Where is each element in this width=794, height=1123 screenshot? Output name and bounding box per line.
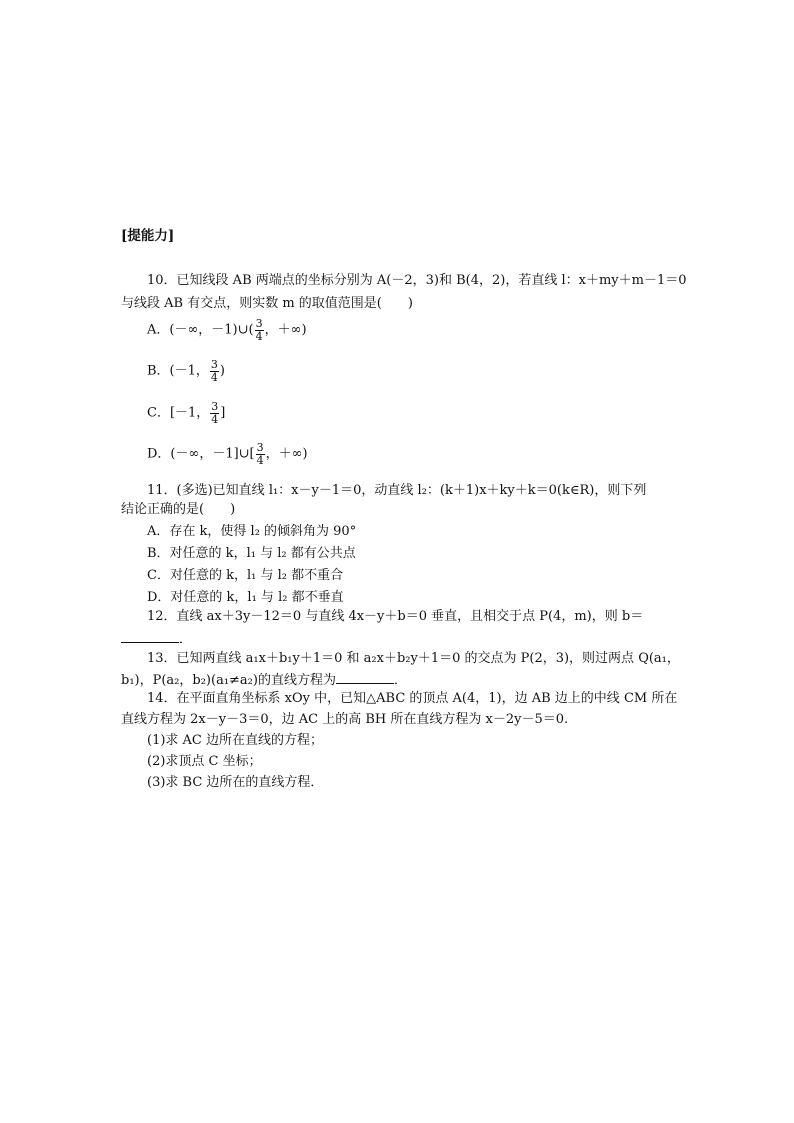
q10-option-d-post: ，＋∞) bbox=[265, 446, 308, 462]
q14-line2: 直线方程为 2x－y－3＝0，边 AC 上的高 BH 所在直线方程为 x－2y－5＝0. bbox=[121, 712, 569, 727]
section-title: [提能力] bbox=[121, 228, 175, 244]
fraction-numerator: 3 bbox=[255, 317, 263, 330]
q10-option-c-post: ] bbox=[220, 405, 226, 421]
fraction-denominator: 4 bbox=[256, 453, 264, 467]
q10-option-d-pre: D．(－∞，－1]∪[ bbox=[147, 446, 255, 462]
q14-line1: 14．在平面直角坐标系 xOy 中，已知△ABC 的顶点 A(4，1)，边 AB 边上的中线 CM 所在 bbox=[147, 691, 678, 706]
q11-option-c: C．对任意的 k，l₁ 与 l₂ 都不重合 bbox=[147, 568, 344, 583]
q13-line2-end: ． bbox=[393, 673, 407, 688]
q10-option-a-pre: A．(－∞，－1)∪( bbox=[147, 322, 254, 338]
fraction-numerator: 3 bbox=[211, 400, 219, 413]
q11-line1: 11．(多选)已知直线 l₁：x－y－1＝0，动直线 l₂：(k＋1)x＋ky＋k＝0(k∈R)，则下列 bbox=[147, 483, 647, 498]
q10-line1: 10．已知线段 AB 两端点的坐标分别为 A(－2，3)和 B(4，2)，若直线 l：x＋my＋m－1＝0 bbox=[147, 273, 687, 288]
q10-option-a-post: ，＋∞) bbox=[264, 322, 307, 338]
q14-part-2: (2)求顶点 C 坐标； bbox=[147, 754, 262, 769]
q10-line2: 与线段 AB 有交点，则实数 m 的取值范围是( ) bbox=[121, 296, 413, 311]
answer-blank bbox=[121, 630, 179, 643]
q12-line2-end: ． bbox=[179, 632, 193, 647]
q13-line2 bbox=[121, 671, 407, 689]
q11-option-a: A．存在 k，使得 l₂ 的倾斜角为 90° bbox=[147, 524, 357, 539]
fraction bbox=[256, 442, 265, 466]
q13-line2-start: b₁)，P(a₂，b₂)(a₁≠a₂)的直线方程为 bbox=[121, 673, 336, 688]
answer-blank bbox=[336, 671, 394, 684]
q10-option-d bbox=[147, 442, 308, 466]
fraction bbox=[255, 318, 264, 342]
q12-line1: 12．直线 ax＋3y－12＝0 与直线 4x－y＋b＝0 垂直，且相交于点 P(4，m)，则 b＝ bbox=[147, 609, 644, 624]
q10-option-a bbox=[147, 318, 307, 342]
fraction-numerator: 3 bbox=[256, 441, 264, 454]
q14-part-1: (1)求 AC 边所在直线的方程； bbox=[147, 733, 324, 748]
q13-line1: 13．已知两直线 a₁x＋b₁y＋1＝0 和 a₂x＋b₂y＋1＝0 的交点为 P(2，3)，则过两点 Q(a₁， bbox=[147, 651, 680, 666]
fraction-numerator: 3 bbox=[210, 358, 218, 371]
q10-option-b-post: ) bbox=[219, 363, 225, 379]
fraction-denominator: 4 bbox=[211, 412, 219, 426]
q11-line2: 结论正确的是( ) bbox=[121, 502, 236, 517]
q14-part-3: (3)求 BC 边所在的直线方程． bbox=[147, 775, 324, 790]
fraction-denominator: 4 bbox=[255, 329, 263, 343]
fraction bbox=[210, 359, 219, 383]
fraction bbox=[210, 401, 219, 425]
q11-option-d: D．对任意的 k，l₁ 与 l₂ 都不垂直 bbox=[147, 590, 344, 605]
fraction-denominator: 4 bbox=[210, 370, 218, 384]
q12-line2 bbox=[121, 630, 192, 648]
q10-option-b-pre: B．(－1， bbox=[147, 363, 209, 379]
q10-option-c-pre: C．[－1， bbox=[147, 405, 210, 421]
q11-option-b: B．对任意的 k，l₁ 与 l₂ 都有公共点 bbox=[147, 546, 356, 561]
q10-option-b bbox=[147, 359, 225, 383]
q10-option-c bbox=[147, 401, 225, 425]
